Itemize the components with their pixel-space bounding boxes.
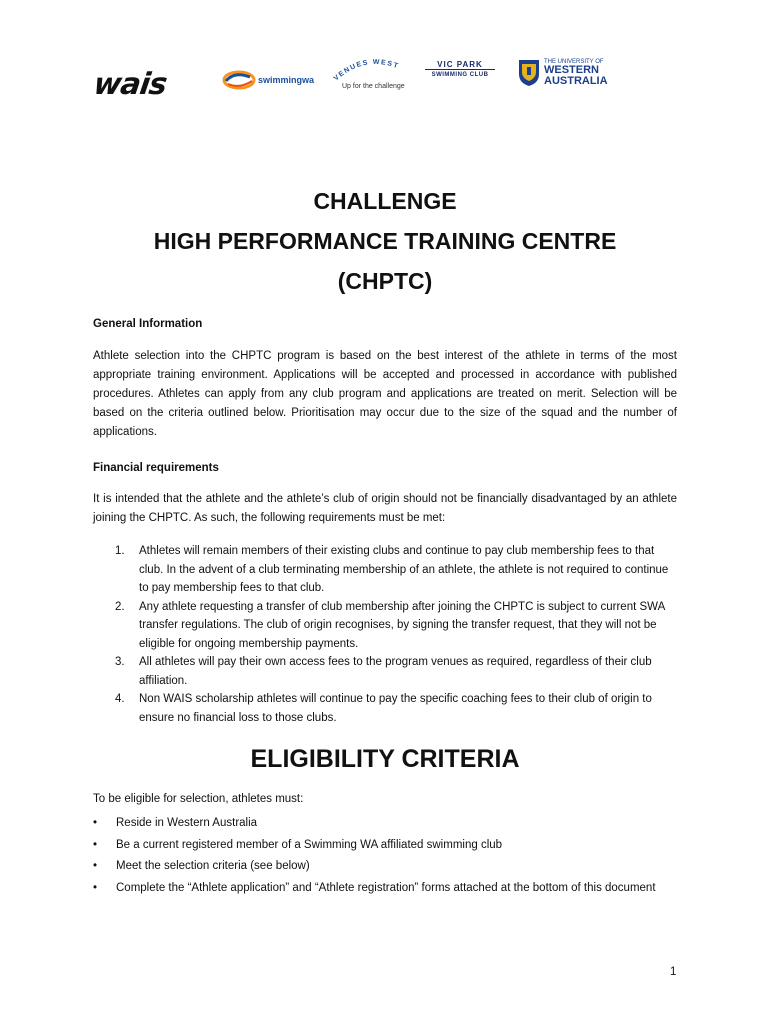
list-item (93, 814, 673, 833)
financial-requirements-list (93, 542, 673, 727)
swimming-wa-logo (222, 69, 314, 91)
uwa-crest-icon (518, 59, 540, 87)
list-item (93, 690, 673, 727)
title-line-3: (CHPTC) (337, 268, 433, 294)
list-item-text: Be a current registered member of a Swimming WA affiliated swimming club (116, 838, 503, 851)
list-item-text: Complete the “Athlete application” and “Athlete registration” forms attached at the bottom of this document (116, 881, 656, 894)
title-line-2: HIGH PERFORMANCE TRAINING CENTRE (153, 228, 617, 254)
eligibility-criteria-heading: ELIGIBILITY CRITERIA (250, 745, 520, 773)
list-item (93, 836, 673, 855)
list-item-text: All athletes will pay their own access fees to the program venues as required, regardless of their club affiliation. (139, 656, 652, 687)
page-number: 1 (670, 966, 677, 978)
venues-west-tagline: Up for the challenge (342, 83, 405, 90)
partner-logos (90, 55, 610, 100)
list-item (93, 879, 673, 898)
list-item-number: 4. (115, 693, 125, 705)
financial-requirements-heading: Financial requirements (93, 462, 219, 474)
list-item-number: 3. (115, 656, 125, 668)
bullet-icon: • (93, 881, 98, 894)
list-item (93, 542, 673, 598)
bullet-icon: • (93, 817, 98, 829)
vic-park-name: SWIMMING CLUB (431, 72, 489, 78)
venues-west-logo (330, 57, 410, 95)
uwa-logo (518, 59, 608, 87)
uwa-australia: AUSTRALIA (544, 75, 608, 87)
list-item (93, 598, 673, 654)
list-item-text: Non WAIS scholarship athletes will continue to pay the specific coaching fees to their club of origin to ensure no financial loss to those clubs. (139, 693, 652, 724)
wais-logo: wais (91, 67, 169, 102)
venues-west-name: VENUES WEST (332, 58, 400, 83)
list-item-text: Reside in Western Australia (116, 817, 258, 829)
eligibility-list (93, 814, 673, 900)
svg-text:VENUES WEST (333, 59, 400, 83)
list-item-text: Any athlete requesting a transfer of club membership after joining the CHPTC is subject to current SWA transfer regulations. The club of origin recognises, by signing the transfer request, that they will not be eligible for ongoing membership payments. (139, 600, 665, 650)
vic-park-top-text: VIC PARK (425, 60, 495, 70)
bullet-icon: • (93, 838, 98, 851)
list-item-text: Athletes will remain members of their existing clubs and continue to pay club membership fees to that club. In the advent of a club terminating membership of an athlete, the athlete is not required to continue to pay membership fees to that club. (139, 545, 669, 594)
list-item-number: 2. (115, 600, 125, 613)
bullet-icon: • (93, 860, 98, 872)
uwa-western: WESTERN (544, 64, 599, 76)
financial-requirements-intro: It is intended that the athlete and the athlete’s club of origin should not be financially disadvantaged by an athlete joining the CHPTC. As such, the following requirements must be met: (93, 493, 677, 524)
list-item (93, 653, 673, 690)
list-item-text: Meet the selection criteria (see below) (116, 860, 310, 872)
title-line-1: CHALLENGE (313, 188, 457, 214)
list-item (93, 857, 673, 876)
list-item-number: 1. (115, 545, 125, 557)
eligibility-intro: To be eligible for selection, athletes must: (93, 793, 304, 805)
general-information-heading: General Information (93, 318, 203, 330)
uwa-small-text: THE UNIVERSITY OF (544, 59, 604, 65)
vic-park-swimming-club-logo (425, 60, 495, 92)
swimming-wa-swirl-icon (222, 69, 256, 91)
swimming-wa-text: swimmingwa (258, 75, 315, 85)
general-information-paragraph: Athlete selection into the CHPTC program is based on the best interest of the athlete in terms of the most appropriate training environment. Applications will be accepted and processed in accordance with published procedures. Athletes can apply from any club program and applications are treated on merit. Selection will be based on the criteria outlined below. Prioritisation may occur due to the size of the squad and the number of applications. (93, 350, 677, 438)
venues-west-arc-icon (330, 57, 410, 83)
